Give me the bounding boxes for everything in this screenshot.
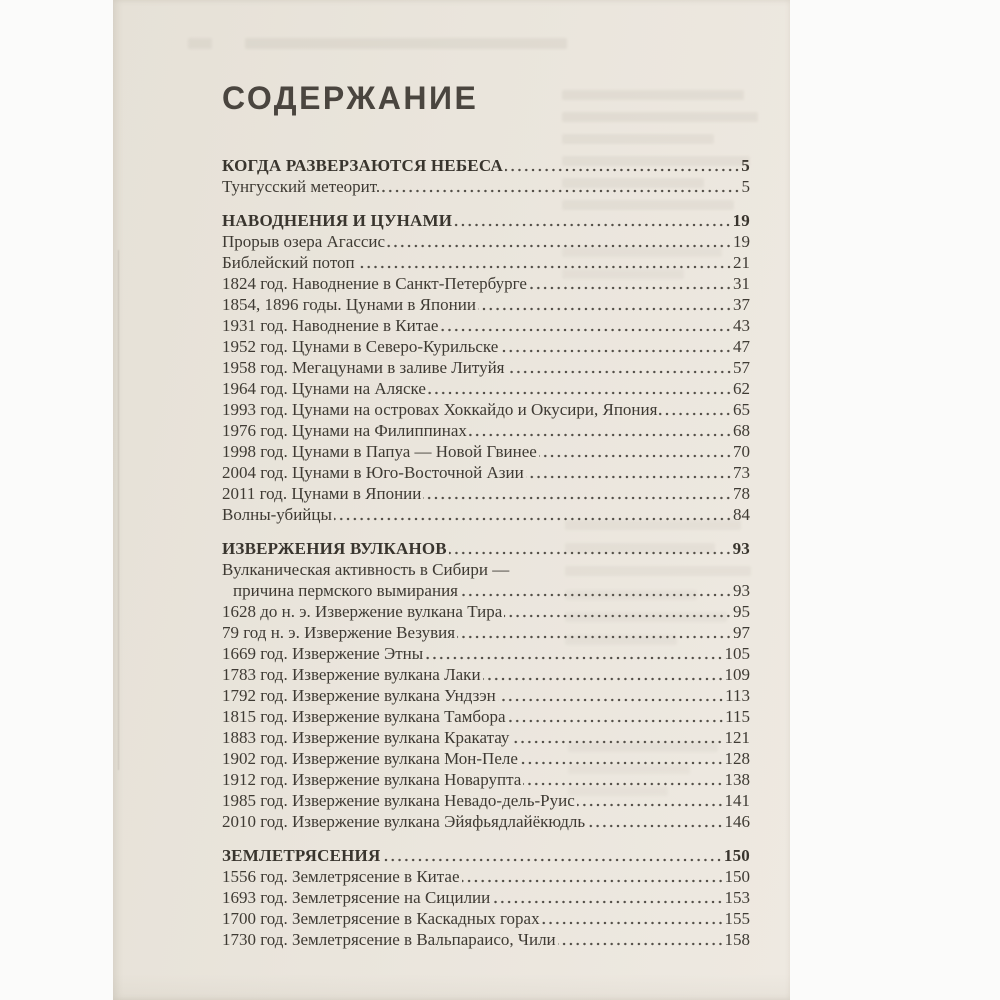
toc-entry — [222, 811, 750, 832]
toc-entry — [222, 706, 750, 727]
toc-page-number: 128 — [724, 749, 750, 768]
toc-page-number: 78 — [733, 484, 750, 503]
toc-entry-label: 1815 год. Извержение вулкана Тамбора — [222, 707, 506, 726]
toc-entry-label: ИЗВЕРЖЕНИЯ ВУЛКАНОВ — [222, 539, 447, 558]
toc-entry — [222, 399, 750, 420]
bleed-through-line — [562, 112, 758, 122]
toc-entry — [222, 929, 750, 950]
toc-section-header — [222, 538, 750, 559]
toc-page-number: 57 — [733, 358, 750, 377]
toc-page-number: 97 — [733, 623, 750, 642]
page-title: СОДЕРЖАНИЕ — [222, 80, 479, 116]
toc-entry — [222, 908, 750, 929]
toc-page-number: 5 — [741, 177, 750, 196]
toc-page-number: 70 — [733, 442, 750, 461]
toc-section-header — [222, 155, 750, 176]
toc-page-number: 19 — [732, 211, 750, 230]
toc-entry-label: 2011 год. Цунами в Японии — [222, 484, 422, 503]
toc-page-number: 31 — [733, 274, 750, 293]
toc-page-number: 115 — [725, 707, 750, 726]
toc-entry — [222, 483, 750, 504]
toc-entry-label: 1792 год. Извержение вулкана Ундзэн — [222, 686, 496, 705]
toc-page-number: 93 — [732, 539, 750, 558]
dot-leader — [558, 929, 724, 950]
toc-entry — [222, 769, 750, 790]
toc-entry-label: 1985 год. Извержение вулкана Невадо-дель-Руис — [222, 791, 575, 810]
toc-entry — [222, 176, 750, 197]
toc-entry-label: 1854, 1896 годы. Цунами в Японии — [222, 295, 476, 314]
toc-entry — [222, 887, 750, 908]
toc-entry-label: КОГДА РАЗВЕРЗАЮТСЯ НЕБЕСА — [222, 156, 503, 175]
toc-section — [222, 155, 750, 197]
toc-entry — [222, 294, 750, 315]
dot-leader — [449, 538, 732, 559]
toc-page-number: 95 — [733, 602, 750, 621]
dot-leader — [428, 378, 732, 399]
toc-entry-label: 1958 год. Мегацунами в заливе Литуйя — [222, 358, 505, 377]
toc-section — [222, 538, 750, 832]
toc-entry-label: 1730 год. Землетрясение в Вальпараисо, Чили — [222, 930, 556, 949]
toc-entry — [222, 357, 750, 378]
dot-leader — [423, 483, 732, 504]
toc-entry-label: 1556 год. Землетрясение в Китае — [222, 867, 460, 886]
toc-page-number: 121 — [724, 728, 750, 747]
dot-leader — [478, 294, 732, 315]
dot-leader — [469, 420, 732, 441]
dot-leader — [505, 155, 740, 176]
toc-entry-label: Волны-убийцы — [222, 505, 332, 524]
toc-page-number: 150 — [724, 867, 750, 886]
toc-entry-label: 1883 год. Извержение вулкана Кракатау — [222, 728, 510, 747]
toc-entry-label: 1993 год. Цунами на островах Хоккайдо и Окусири, Япония — [222, 400, 658, 419]
toc-entry-label: 1976 год. Цунами на Филиппинах — [222, 421, 467, 440]
toc-page-number: 141 — [724, 791, 750, 810]
toc-page-number: 68 — [733, 421, 750, 440]
toc-entry — [222, 441, 750, 462]
toc-section-header — [222, 845, 750, 866]
toc-page-number: 150 — [723, 846, 750, 865]
toc-entry-label: НАВОДНЕНИЯ И ЦУНАМИ — [222, 211, 453, 230]
toc-page-number: 84 — [733, 505, 750, 524]
toc-page-number: 146 — [724, 812, 750, 831]
toc-entry-label: Библейский потоп — [222, 253, 355, 272]
toc-entry — [222, 252, 750, 273]
dot-leader — [504, 601, 732, 622]
toc-entry — [222, 727, 750, 748]
dot-leader — [511, 559, 749, 580]
toc-entry-label: 1628 до н. э. Извержение вулкана Тира — [222, 602, 503, 621]
toc-entry-label: 1700 год. Землетрясение в Каскадных горах — [222, 909, 540, 928]
toc-entry — [222, 315, 750, 336]
dot-leader — [523, 769, 723, 790]
toc-page-number: 158 — [724, 930, 750, 949]
toc-entry-label: 1998 год. Цунами в Папуа — Новой Гвинее — [222, 442, 537, 461]
toc-entry — [222, 866, 750, 887]
toc-entry — [222, 643, 750, 664]
toc-page-number: 138 — [724, 770, 750, 789]
dot-leader — [460, 580, 732, 601]
toc-entry — [222, 462, 750, 483]
toc-page-number: 153 — [724, 888, 750, 907]
dot-leader — [440, 315, 732, 336]
toc-entry-label: 1824 год. Наводнение в Санкт-Петербурге — [222, 274, 527, 293]
dot-leader — [498, 685, 724, 706]
toc-entry-label: 1783 год. Извержение вулкана Лаки — [222, 665, 481, 684]
toc-entry — [222, 664, 750, 685]
dot-leader — [526, 462, 732, 483]
dot-leader — [483, 664, 724, 685]
toc-entry — [222, 685, 750, 706]
toc-entry — [222, 420, 750, 441]
toc-entry — [222, 336, 750, 357]
toc-entry-label: 1912 год. Извержение вулкана Новарупта — [222, 770, 522, 789]
toc-page-number: 65 — [733, 400, 750, 419]
bleed-through-line — [562, 90, 744, 100]
toc-entry — [222, 231, 750, 252]
toc-section-header — [222, 210, 750, 231]
toc-entry — [222, 559, 750, 580]
toc-page-number: 155 — [724, 909, 750, 928]
toc-entry-label: 2010 год. Извержение вулкана Эйяфьядлайёкюдль — [222, 812, 586, 831]
toc-entry-label: 2004 год. Цунами в Юго-Восточной Азии — [222, 463, 524, 482]
toc-entry-label: причина пермского вымирания — [233, 581, 458, 600]
toc-page-number: 21 — [733, 253, 750, 272]
toc-entry — [222, 601, 750, 622]
dot-leader — [387, 231, 732, 252]
toc-page-number: 47 — [733, 337, 750, 356]
toc-page-number: 43 — [733, 316, 750, 335]
table-of-contents — [222, 155, 750, 950]
dot-leader — [462, 866, 724, 887]
dot-leader — [334, 504, 732, 525]
dot-leader — [542, 908, 724, 929]
toc-page-number: 109 — [724, 665, 750, 684]
toc-entry-label: 1669 год. Извержение Этны — [222, 644, 424, 663]
dot-leader — [587, 811, 723, 832]
dot-leader — [511, 727, 723, 748]
dot-leader — [539, 441, 732, 462]
bleed-through-line — [562, 134, 714, 144]
dot-leader — [529, 273, 732, 294]
toc-entry — [222, 378, 750, 399]
toc-page-number: 113 — [725, 686, 750, 705]
dot-leader — [382, 176, 740, 197]
toc-entry-label: 1693 год. Землетрясение на Сицилии — [222, 888, 491, 907]
toc-entry — [222, 790, 750, 811]
dot-leader — [425, 643, 723, 664]
toc-page-number: 73 — [733, 463, 750, 482]
toc-entry-label: 1964 год. Цунами на Аляске — [222, 379, 426, 398]
toc-entry — [222, 580, 750, 601]
toc-entry — [222, 748, 750, 769]
dot-leader — [508, 706, 725, 727]
toc-section — [222, 845, 750, 950]
toc-entry-label: 1952 год. Цунами в Северо-Курильске — [222, 337, 499, 356]
bleed-through-line — [245, 38, 567, 49]
dot-leader — [659, 399, 732, 420]
toc-page-number: 62 — [733, 379, 750, 398]
dot-leader — [507, 357, 732, 378]
dot-leader — [520, 748, 724, 769]
toc-entry — [222, 622, 750, 643]
book-page — [113, 0, 790, 1000]
toc-entry-label: Прорыв озера Агассис — [222, 232, 386, 251]
toc-entry-label: Тунгусский метеорит. — [222, 177, 381, 196]
toc-page-number: 93 — [733, 581, 750, 600]
dot-leader — [382, 845, 722, 866]
toc-page-number: 37 — [733, 295, 750, 314]
toc-page-number: 5 — [741, 156, 750, 175]
toc-entry-label: ЗЕМЛЕТРЯСЕНИЯ — [222, 846, 381, 865]
toc-entry-label: 1902 год. Извержение вулкана Мон-Пеле — [222, 749, 518, 768]
toc-page-number: 105 — [724, 644, 750, 663]
toc-entry-label: 1931 год. Наводнение в Китае — [222, 316, 439, 335]
dot-leader — [577, 790, 724, 811]
dot-leader — [457, 622, 732, 643]
dot-leader — [500, 336, 732, 357]
toc-page-number: 19 — [733, 232, 750, 251]
toc-entry — [222, 273, 750, 294]
toc-entry-label: 79 год н. э. Извержение Везувия — [222, 623, 456, 642]
toc-section — [222, 210, 750, 525]
toc-entry-label: Вулканическая активность в Сибири — — [222, 560, 510, 579]
dot-leader — [357, 252, 732, 273]
dot-leader — [492, 887, 723, 908]
bleed-through-line — [188, 38, 212, 49]
dot-leader — [454, 210, 731, 231]
toc-entry — [222, 504, 750, 525]
